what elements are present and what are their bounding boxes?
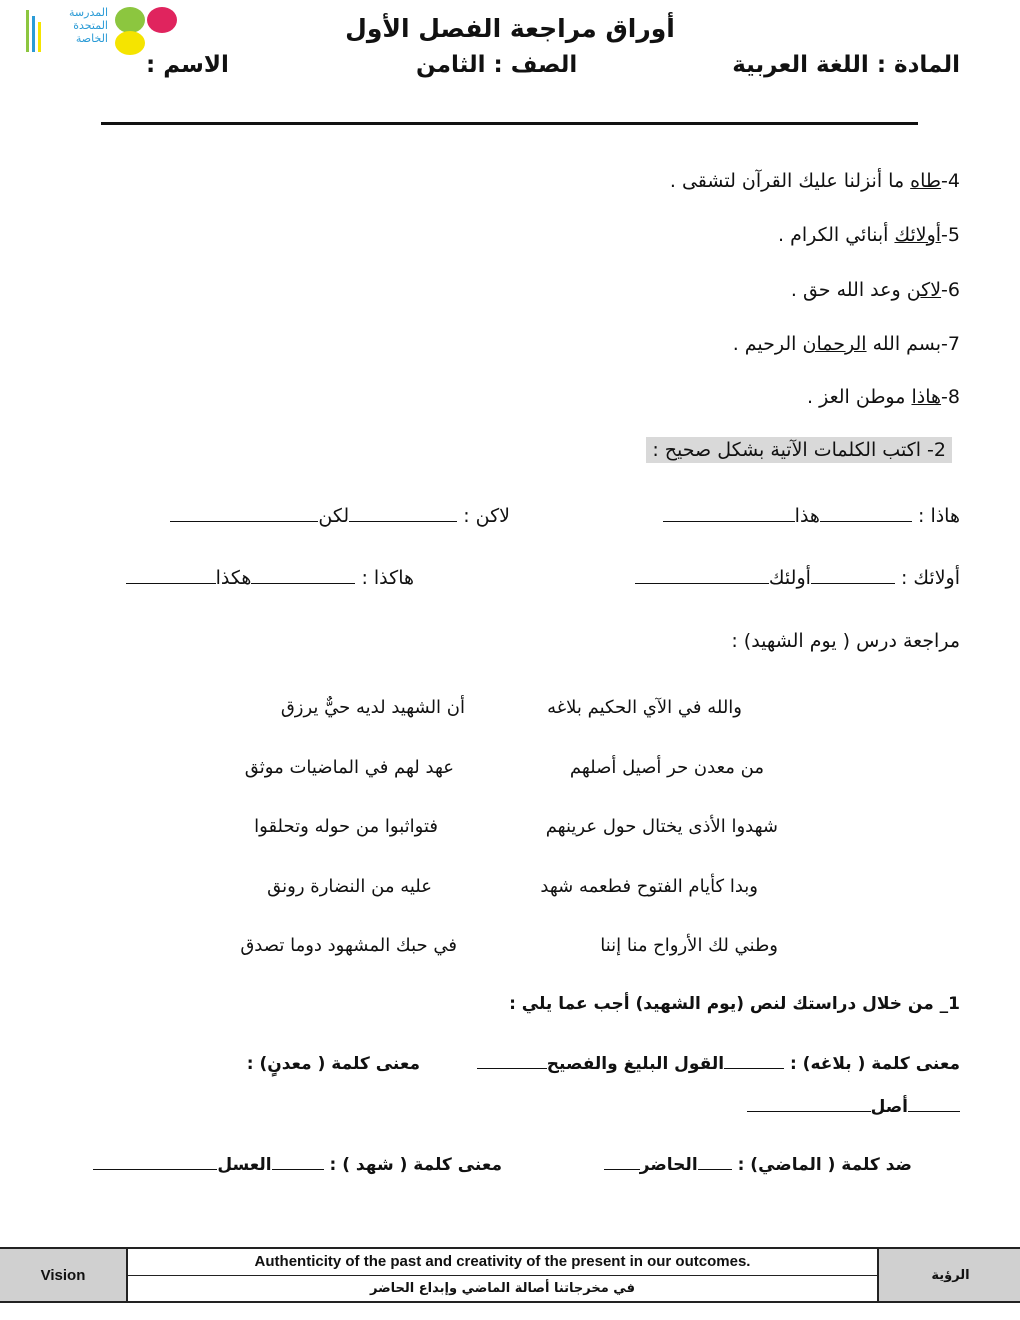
verse-2-left: عهد لهم في الماضيات موثق (244, 757, 454, 778)
answer-word-4: هكذا (215, 567, 252, 589)
correction-pair-4 (126, 567, 414, 589)
meaning-2-label: معنى كلمة ( معدنٍ) : (246, 1054, 420, 1074)
meaning-1-row (477, 1054, 960, 1074)
blank-line (477, 1066, 547, 1069)
meaning-3-answer: العسل (217, 1155, 272, 1175)
opposite-answer: الحاضر (639, 1155, 698, 1175)
sentence-4-rest: ما أنزلنا عليك القرآن لتشقى . (669, 170, 911, 192)
correction-pair-3 (635, 567, 960, 589)
meaning-3-row (93, 1155, 502, 1175)
correction-pair-2 (170, 505, 510, 527)
blank-line (93, 1167, 217, 1170)
sentence-6 (791, 279, 960, 301)
blank-line (635, 581, 769, 584)
opposite-row (604, 1155, 912, 1175)
vision-footer (0, 1247, 1020, 1303)
sentence-7-rest: الرحيم . (732, 333, 803, 355)
sentence-6-number: 6- (941, 279, 960, 301)
blank-line (811, 581, 895, 584)
sentence-8-rest: موطن العز . (807, 386, 912, 408)
blank-line (698, 1167, 732, 1170)
sentence-5-rest: أبنائي الكرام . (777, 224, 895, 246)
sentence-4 (670, 170, 960, 192)
correction-pair-1 (663, 505, 960, 527)
sentence-6-rest: وعد الله حق . (790, 279, 907, 301)
sentence-8-word: هاذا (911, 386, 942, 408)
question-1-heading: 1_ من خلال دراستك لنص (يوم الشهيد) أجب عما يلي : (509, 994, 960, 1014)
wrong-word-4: هاكذا : (361, 567, 414, 589)
sentence-8-number: 8- (941, 386, 960, 408)
page-title: أوراق مراجعة الفصل الأول (345, 14, 675, 43)
sentence-7 (733, 333, 960, 355)
name-label: الاسم : (146, 52, 229, 78)
answer-word-1: هذا (794, 505, 820, 527)
logo-line1: المدرسة (69, 6, 108, 19)
sentence-7-number: 7- (941, 333, 960, 355)
verse-3-left: فتواثبوا من حوله وتحلقوا (254, 816, 438, 837)
answer-word-3: أولئك (768, 567, 811, 589)
verse-5-left: في حبك المشهود دوما تصدق (240, 935, 457, 956)
blank-line (272, 1167, 324, 1170)
wrong-word-2: لاكن : (463, 505, 510, 527)
sentence-7-word: الرحمان (802, 333, 867, 355)
blank-line (349, 519, 457, 522)
verse-2-right: من معدن حر أصيل أصلهم (569, 757, 764, 778)
footer-vision-label-arabic: الرؤية (877, 1249, 1020, 1301)
footer-vision-label: Vision (0, 1249, 128, 1301)
header-divider (101, 122, 918, 125)
blank-line (820, 519, 912, 522)
logo-line3: الخاصة (75, 32, 108, 45)
meaning-1-answer: القول البليغ والفصيح (546, 1054, 725, 1074)
wrong-word-3: أولائك : (900, 567, 960, 589)
meaning-2-answer: أصل (870, 1097, 908, 1117)
sentence-4-number: 4- (941, 170, 960, 192)
blank-line (251, 581, 355, 584)
sentence-5-number: 5- (941, 224, 960, 246)
opposite-label: ضد كلمة ( الماضي) : (737, 1155, 912, 1175)
blank-line (170, 519, 318, 522)
blank-line (724, 1066, 784, 1069)
sentence-5 (778, 224, 960, 246)
sentence-4-word: طاه (910, 170, 942, 192)
sentence-5-word: أولائك (894, 224, 942, 246)
verse-4-right: وبدا كأيام الفتوح فطعمه شهد (540, 876, 758, 897)
verse-1-right: والله في الآي الحكيم بلاغه (547, 697, 742, 718)
verse-5-right: وطني لك الأرواح منا إننا (600, 935, 778, 956)
subject-label: المادة : اللغة العربية (732, 52, 960, 78)
blank-line (908, 1109, 960, 1112)
blank-line (747, 1109, 871, 1112)
verse-3-right: شهدوا الأذى يختال حول عرينهم (545, 816, 778, 837)
verse-1-left: أن الشهيد لديه حيٌّ يرزق (280, 697, 465, 718)
blank-line (663, 519, 795, 522)
blank-line (126, 581, 216, 584)
verse-4-left: عليه من النضارة رونق (267, 876, 432, 897)
lesson-heading: مراجعة درس ( يوم الشهيد) : (731, 630, 960, 652)
meaning-2-answer-row (747, 1097, 960, 1117)
meaning-1-label: معنى كلمة ( بلاغه) : (789, 1054, 960, 1074)
logo-line2: المتحدة (73, 19, 108, 32)
footer-arabic-vision: في مخرجاتنا أصالة الماضي وإبداع الحاضر (370, 1281, 635, 1296)
grade-label: الصف : الثامن (416, 52, 578, 78)
blank-line (604, 1167, 640, 1170)
sentence-8 (807, 386, 960, 408)
wrong-word-1: هاذا : (918, 505, 960, 527)
sentence-6-word: لاكن (906, 279, 942, 301)
footer-english-vision: Authenticity of the past and creativity of the present in our outcomes. (128, 1249, 877, 1276)
sentence-7-prefix: بسم الله (866, 333, 942, 355)
answer-word-2: لكن (318, 505, 350, 527)
meaning-3-label: معنى كلمة ( شهد ) : (329, 1155, 502, 1175)
question-2-heading: 2- اكتب الكلمات الآتية بشكل صحيح : (646, 437, 952, 463)
